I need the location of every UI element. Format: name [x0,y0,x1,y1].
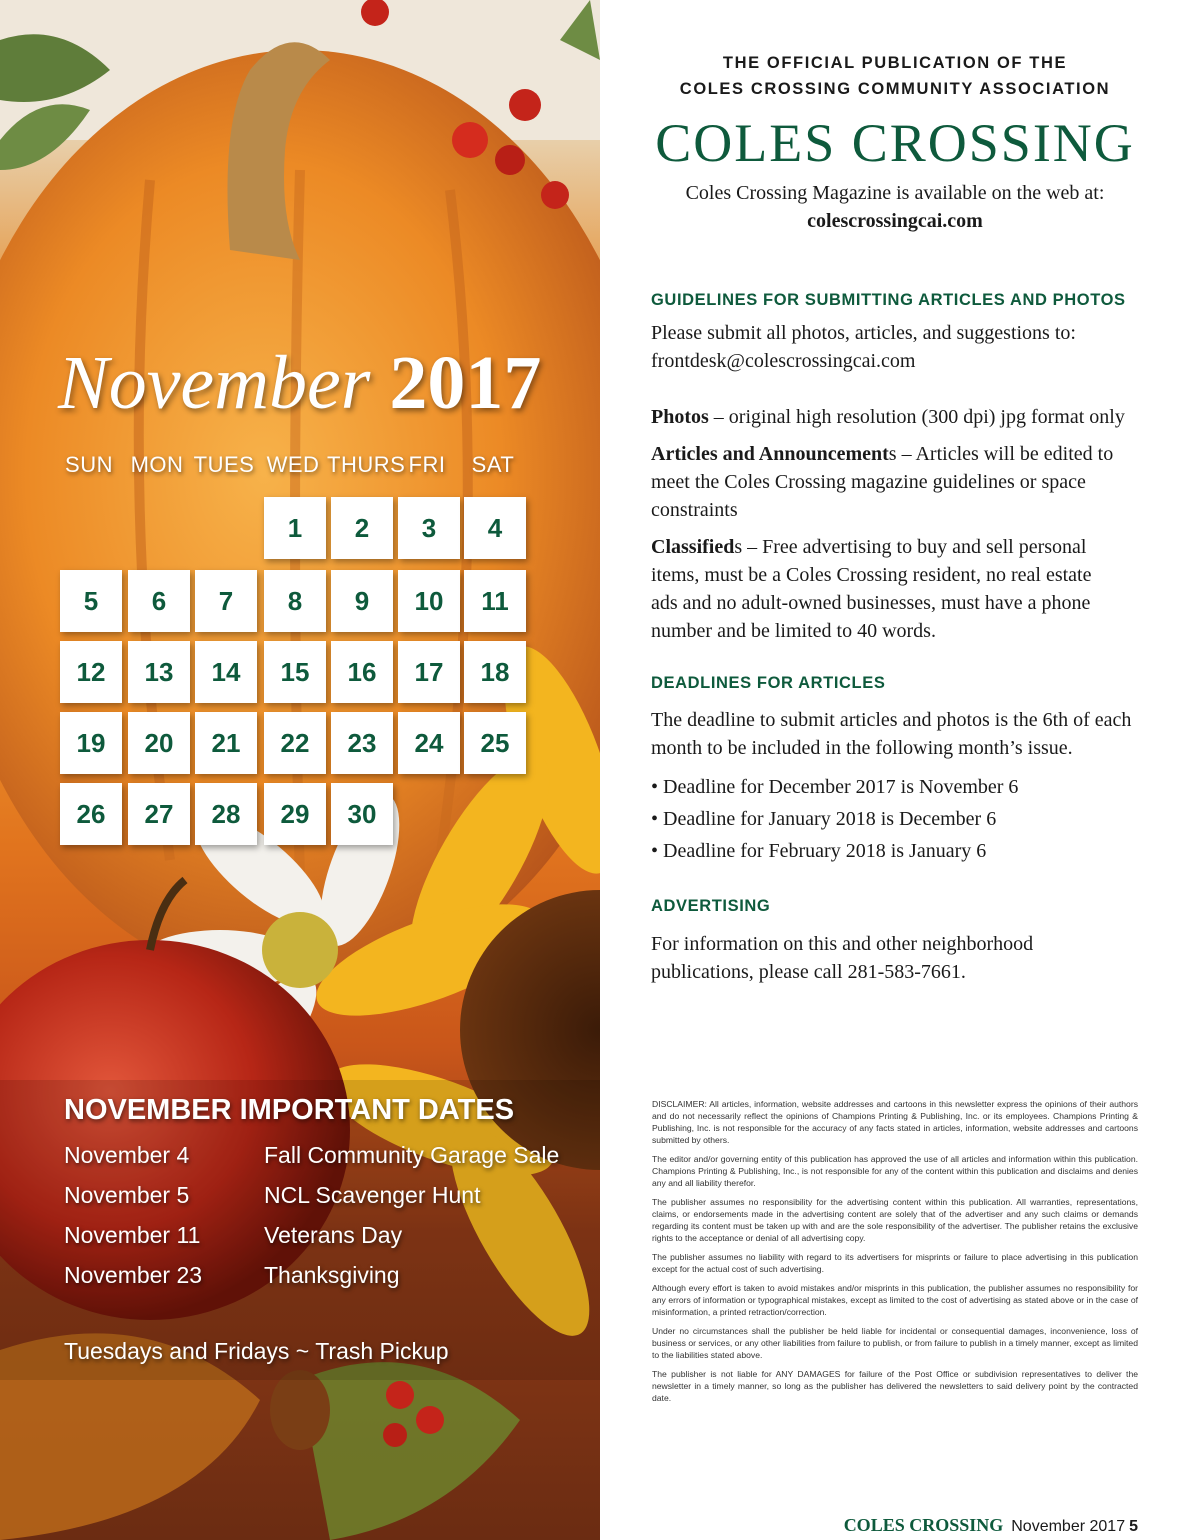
important-event: Thanksgiving [264,1262,400,1288]
publication-kicker-line-1: THE OFFICIAL PUBLICATION OF THE [722,54,1068,72]
weekday-label: THURS [327,452,406,477]
disclaimer-paragraph: The publisher assumes no liability with regard to its advertisers for misprints or failure to place advertising in this publication except for the actual cost of such advertising. [652,1252,1138,1274]
disclaimer-paragraph: The publisher assumes no responsibility for the advertising content within this publication. All warranties, representations, claims, or endorsements made in the advertising content are solely that of the advertiser and any such claims or demands regarding its content must be taken up with and are the sole responsibility of the advertiser. The publisher retains the exclusive rights to the acceptance or denial of all advertising copy. [652,1197,1138,1243]
page-number: 5 [1129,1518,1138,1535]
calendar-day: 18 [464,641,526,703]
calendar-day: 19 [60,712,122,774]
deadlines-heading: DEADLINES FOR ARTICLES [651,674,886,692]
disclaimer-paragraph: The publisher is not liable for ANY DAMAGES for failure of the Post Office or subdivision representatives to deliver the newsletter in a timely manner, so long as the publisher has delivered the newsletters to said delivery point by the contracted date. [652,1369,1138,1403]
calendar-month-title [58,340,541,427]
calendar-day: 9 [331,570,393,632]
month-year: 2017 [389,341,542,425]
calendar-day: 24 [398,712,460,774]
submission-instructions: Please submit all photos, articles, and suggestions to: frontdesk@colescrossingcai.com [651,322,1076,372]
page-footer [844,1515,1138,1536]
calendar-day: 6 [128,570,190,632]
calendar-day: 10 [398,570,460,632]
disclaimer-paragraph: DISCLAIMER: All articles, information, website addresses and cartoons in this newsletter express the opinions of their authors and do not necessarily reflect the opinions of Champions Printing & Publishing, Inc. or its employees. Champions Printing & Publishing, Inc. is not responsible for the accuracy of any facts stated in articles, information, website addresses and cartoons submitted by others. [652,1099,1138,1145]
advertising-heading: ADVERTISING [651,897,771,915]
weekday-label: WED [266,452,320,477]
calendar-day: 17 [398,641,460,703]
photos-label: Photos [651,406,709,428]
calendar-day: 12 [60,641,122,703]
footer-brand: COLES CROSSING [843,1515,1004,1535]
calendar-day: 14 [195,641,257,703]
important-event: Veterans Day [264,1222,403,1248]
photos-guideline [651,403,1151,431]
calendar-day: 13 [128,641,190,703]
trash-pickup-note: Tuesdays and Fridays ~ Trash Pickup [64,1338,449,1364]
weekday-label: SUN [65,452,113,477]
important-date: November 5 [64,1182,190,1208]
calendar-day: 15 [264,641,326,703]
calendar-day: 4 [464,497,526,559]
weekday-label: FRI [408,452,446,477]
deadline-item: • Deadline for December 2017 is November 6 [651,776,1019,798]
publication-kicker-line-2: COLES CROSSING COMMUNITY ASSOCIATION [679,80,1111,98]
important-date: November 23 [64,1262,203,1288]
calendar-day: 20 [128,712,190,774]
calendar-day: 7 [195,570,257,632]
articles-text: s – Articles will be edited to meet the Coles Crossing magazine guidelines or space constraints [651,443,1114,521]
photos-text: – original high resolution (300 dpi) jpg format only [708,406,1125,428]
important-date: November 11 [64,1222,201,1248]
calendar-day: 1 [264,497,326,559]
calendar-day: 27 [128,783,190,845]
calendar-day: 30 [331,783,393,845]
masthead-title: COLES CROSSING [655,113,1135,173]
disclaimer-paragraph: Under no circumstances shall the publisher be held liable for incidental or consequential damages, inconvenience, loss of business or services, or any other liabilities from failure to publish, or from failure to publish in a timely manner, except as limited to the liabilities stated above. [652,1326,1138,1360]
articles-label: Articles and Announcement [651,443,889,465]
guidelines-heading: GUIDELINES FOR SUBMITTING ARTICLES AND PHOTOS [651,291,1126,309]
weekday-label: TUES [193,452,255,477]
classifieds-label: Classified [651,536,735,558]
calendar-day: 3 [398,497,460,559]
advertising-text: For information on this and other neighborhood publications, please call 281-583-7661. [651,933,1034,983]
website-link[interactable]: colescrossingcai.com [807,210,983,232]
calendar-day: 28 [195,783,257,845]
disclaimer-paragraph: The editor and/or governing entity of this publication has approved the use of all articles and information within this publication. Champions Printing & Publishing, Inc., is not responsible for any of the content within this publication and disclaims and denies any and all liability therefor. [652,1154,1138,1188]
calendar-day: 11 [464,570,526,632]
calendar-day: 23 [331,712,393,774]
classifieds-text: s – Free advertising to buy and sell personal items, must be a Coles Crossing resident, no real estate ads and no adult-owned businesses, must have a phone number and be limited to 40 words. [651,536,1092,642]
calendar-day: 16 [331,641,393,703]
deadline-item: • Deadline for January 2018 is December 6 [651,808,997,830]
calendar-day: 2 [331,497,393,559]
calendar-day: 29 [264,783,326,845]
important-event: Fall Community Garage Sale [264,1142,560,1168]
important-event: NCL Scavenger Hunt [264,1182,481,1208]
classifieds-guideline [651,533,1121,645]
deadline-item: • Deadline for February 2018 is January 6 [651,840,987,862]
calendar-day: 5 [60,570,122,632]
calendar-day: 22 [264,712,326,774]
footer-issue: November 2017 [1011,1518,1126,1535]
important-date: November 4 [64,1142,190,1168]
calendar-day: 8 [264,570,326,632]
disclaimer-paragraph: Although every effort is taken to avoid mistakes and/or misprints in this publication, the publisher assumes no responsibility for any errors of information or typographical mistakes, except as limited to the cost of advertising as stated above or in the case of misinformation, a printed retraction/correction. [652,1283,1138,1317]
legal-disclaimer [652,1098,1138,1411]
deadline-intro: The deadline to submit articles and photos is the 6th of each month to be included in the following month’s issue. [651,709,1132,759]
articles-guideline [651,440,1131,524]
calendar-day: 25 [464,712,526,774]
important-dates-title: NOVEMBER IMPORTANT DATES [64,1094,515,1126]
calendar-day: 26 [60,783,122,845]
weekday-label: SAT [471,452,515,477]
month-name: November [58,341,371,425]
calendar-day: 21 [195,712,257,774]
weekday-label: MON [130,452,184,477]
web-availability-text: Coles Crossing Magazine is available on the web at: [685,182,1105,204]
